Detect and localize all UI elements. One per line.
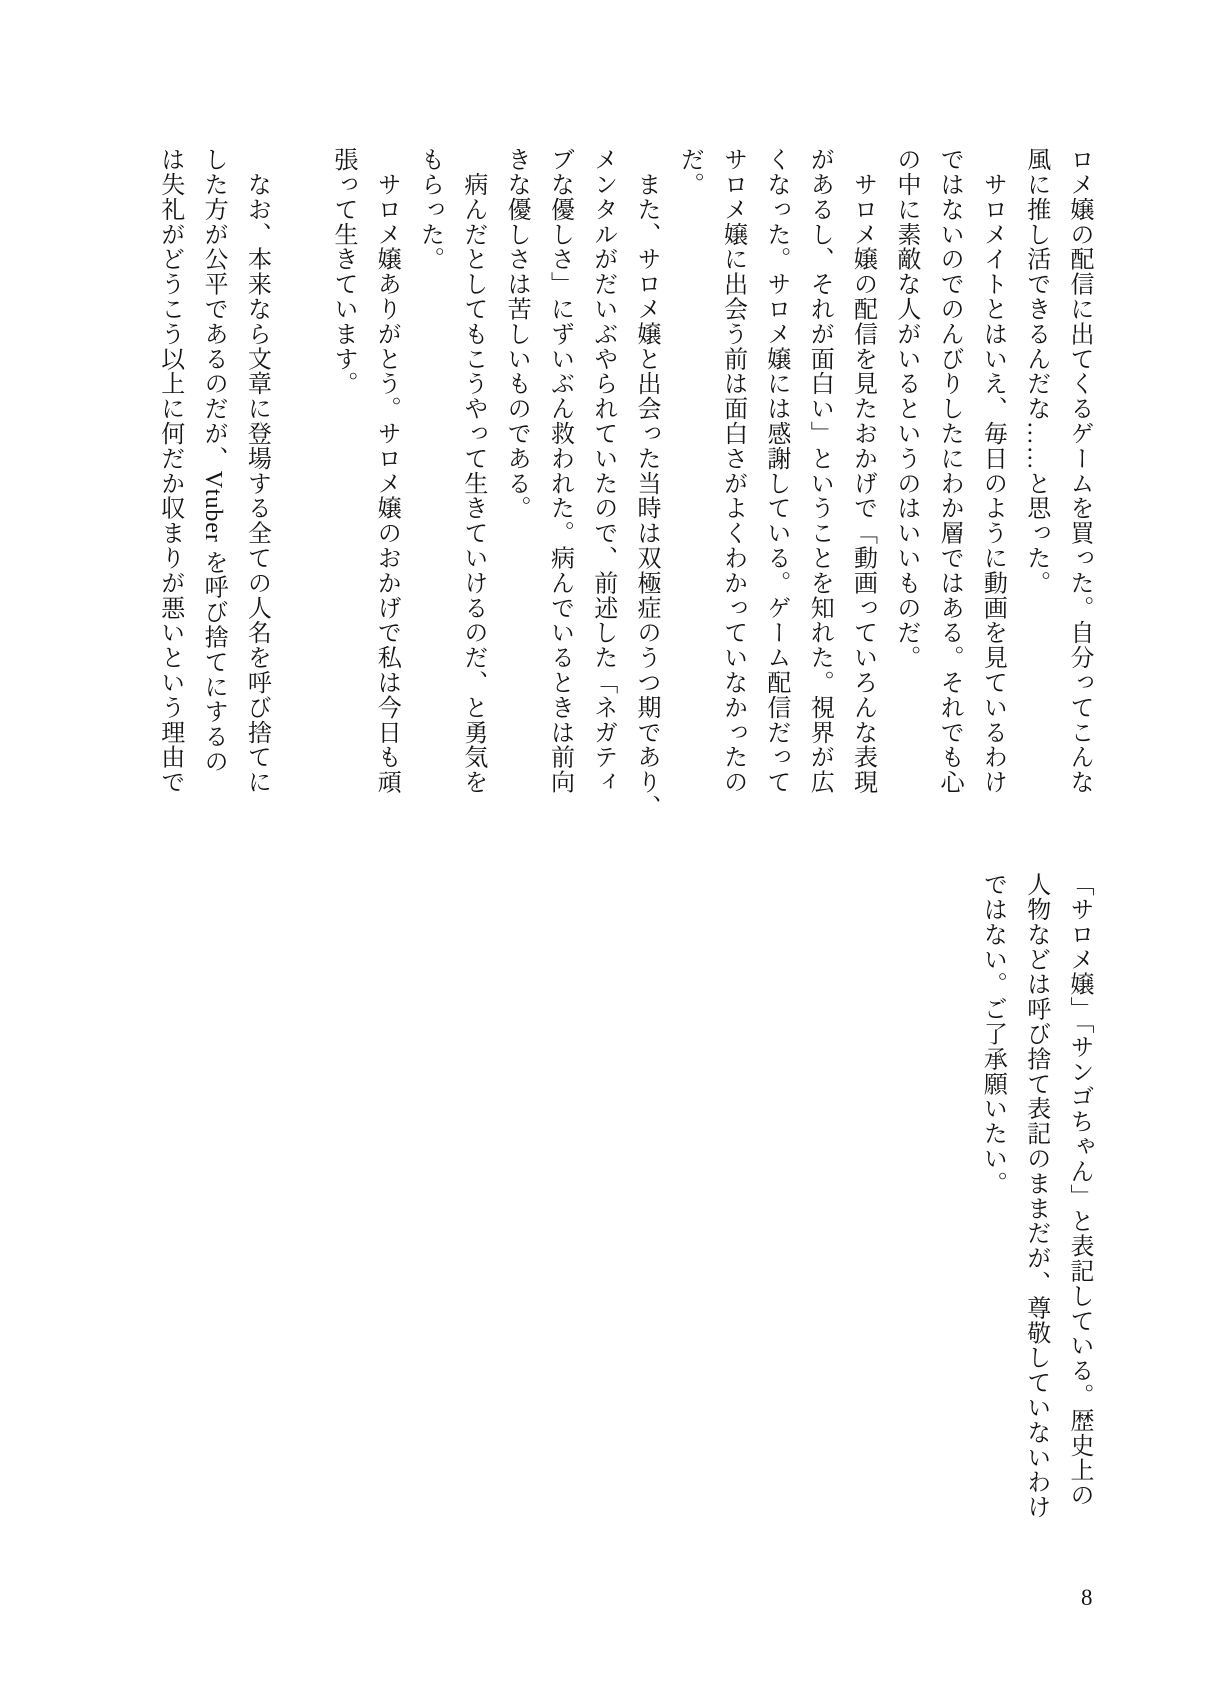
text-line: だ。 <box>676 147 703 197</box>
text-line: もらった。 <box>416 147 443 272</box>
text-line: メンタルがだいぶやられていたので、前述した「ネガティ <box>589 147 616 795</box>
text-line: した方が公平であるのだが、Vtuber を呼び捨てにするの <box>200 147 227 774</box>
main-text-block <box>147 147 1100 819</box>
page-number: 8 <box>1081 1585 1093 1610</box>
text-line: くなった。サロメ嬢には感謝している。ゲーム配信だって <box>762 147 789 795</box>
text-line: 風に推し活できるんだな……と思った。 <box>1022 147 1049 596</box>
note-text-block <box>970 872 1100 1519</box>
text-line: ではないのでのんびりしたにわか層ではある。それでも心 <box>936 147 963 795</box>
text-line: サロメ嬢ありがとう。サロメ嬢のおかげで私は今日も頑 <box>373 147 400 795</box>
text-line: 人物などは呼び捨て表記のままだが、尊敬していないわけ <box>1022 872 1049 1520</box>
text-line: 病んだとしてもこうやって生きていけるのだ、と勇気を <box>459 147 486 795</box>
text-line: ロメ嬢の配信に出てくるゲームを買った。自分ってこんな <box>1066 147 1092 795</box>
text-line: 張って生きています。 <box>329 147 356 396</box>
text-line: なお、本来なら文章に登場する全ての人名を呼び捨てに <box>243 147 270 795</box>
text-line: きな優しさは苦しいものである。 <box>503 147 530 521</box>
blank-line <box>277 147 320 819</box>
text-line: また、サロメ嬢と出会った当時は双極症のうつ期であり、 <box>633 147 660 820</box>
text-line: サロメイトとはいえ、毎日のように動画を見ているわけ <box>979 147 1006 795</box>
text-line: サロメ嬢に出会う前は面白さがよくわかっていなかったの <box>719 147 746 795</box>
text-line: があるし、それが面白い」ということを知れた。視界が広 <box>806 147 833 795</box>
text-line: 「サロメ嬢」「サンゴちゃん」と表記している。歴史上の <box>1066 872 1092 1508</box>
text-line: ブな優しさ」にずいぶん救われた。病んでいるときは前向 <box>546 147 573 795</box>
text-line: の中に素敵な人がいるというのはいいものだ。 <box>892 147 919 670</box>
text-line: は失礼がどうこう以上に何だか収まりが悪いという理由で <box>156 147 183 795</box>
text-line: ではない。ご了承願いたい。 <box>979 872 1006 1196</box>
text-line: サロメ嬢の配信を見たおかげで「動画っていろんな表現 <box>849 147 876 795</box>
